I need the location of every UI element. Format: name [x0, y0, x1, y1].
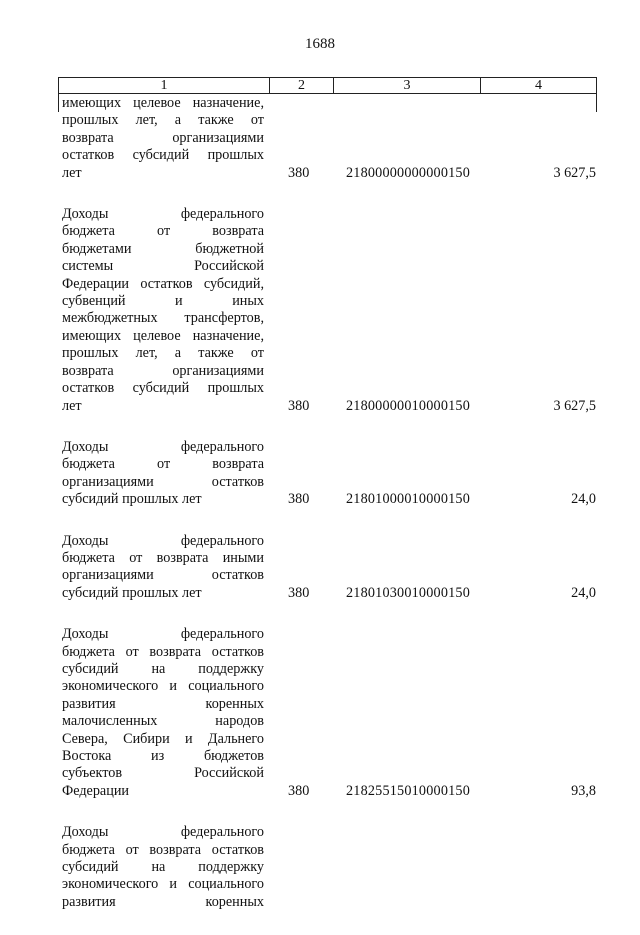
description-line: прошлых лет, а также от [62, 112, 264, 129]
row-kbk-code: 21825515010000150 [346, 782, 470, 799]
row-kbk-code: 21800000010000150 [346, 397, 470, 414]
description-line: бюджета от возврата [62, 223, 264, 240]
description-line: Федерации [62, 782, 130, 799]
table-row [62, 439, 598, 509]
description-line: бюджета от возврата остатков [62, 841, 264, 858]
description-line: Доходы федерального [62, 626, 264, 643]
row-description [62, 824, 264, 911]
header-col-3: 3 [334, 78, 481, 93]
header-col-1: 1 [59, 78, 270, 93]
description-line: имеющих целевое назначение, [62, 327, 264, 344]
row-description [62, 439, 264, 509]
description-line: развития коренных [62, 695, 264, 712]
row-description [62, 533, 264, 603]
description-line: Доходы федерального [62, 532, 264, 549]
table-row [62, 626, 598, 800]
table-row [62, 206, 598, 415]
description-line: экономического и социального [62, 678, 264, 695]
description-line: межбюджетных трансфертов, [62, 310, 264, 327]
row-amount: 3 627,5 [553, 164, 596, 181]
description-line: Доходы федерального [62, 206, 264, 223]
description-line: бюджета от возврата остатков [62, 643, 264, 660]
row-code: 380 [288, 164, 310, 181]
row-kbk-code: 21800000000000150 [346, 164, 470, 181]
page-number: 1688 [305, 36, 335, 52]
description-line: субсидий на поддержку [62, 660, 264, 677]
description-line: возврата организациями [62, 129, 264, 146]
description-line: организациями остатков [62, 567, 264, 584]
description-line: остатков субсидий прошлых [62, 147, 264, 164]
description-line: бюджета от возврата иными [62, 549, 264, 566]
description-line: системы Российской [62, 258, 264, 275]
row-description [62, 626, 264, 800]
row-code: 380 [288, 491, 310, 508]
description-line: возврата организациями [62, 362, 264, 379]
table-row [62, 824, 598, 911]
row-amount: 93,8 [571, 782, 596, 799]
description-line: субсидий прошлых лет [62, 584, 202, 601]
description-line: Востока из бюджетов [62, 748, 264, 764]
table-row [62, 95, 598, 182]
row-amount: 24,0 [571, 491, 596, 508]
description-line: субвенций и иных [62, 293, 264, 310]
description-line: остатков субсидий прошлых [62, 380, 264, 397]
description-line: субсидий прошлых лет [62, 491, 202, 508]
row-description [62, 206, 264, 415]
description-line: организациями остатков [62, 473, 264, 490]
description-line: субъектов Российской [62, 765, 264, 782]
row-code: 380 [288, 584, 310, 601]
row-code: 380 [288, 397, 310, 414]
description-line: лет [62, 164, 82, 181]
row-amount: 24,0 [571, 584, 596, 601]
description-line: бюджета от возврата [62, 456, 264, 473]
row-code: 380 [288, 782, 310, 799]
description-line: прошлых лет, а также от [62, 345, 264, 362]
description-line: Доходы федерального [62, 824, 264, 841]
description-line: Севера, Сибири и Дальнего [62, 730, 264, 747]
description-line: бюджетами бюджетной [62, 240, 264, 257]
description-line: экономического и социального [62, 876, 264, 893]
row-kbk-code: 21801000010000150 [346, 491, 470, 508]
description-line: имеющих целевое назначение, [62, 95, 264, 111]
table-header [58, 77, 597, 94]
header-col-2: 2 [270, 78, 334, 93]
row-description [62, 95, 264, 182]
description-line: Доходы федерального [62, 438, 264, 455]
table-left-border [58, 94, 59, 112]
header-col-4: 4 [535, 78, 542, 93]
description-line: малочисленных народов [62, 713, 264, 730]
row-amount: 3 627,5 [553, 397, 596, 414]
description-line: развития коренных [62, 893, 264, 910]
table-body [62, 95, 598, 935]
description-line: субсидий на поддержку [62, 859, 264, 876]
table-row [62, 533, 598, 603]
row-kbk-code: 21801030010000150 [346, 584, 470, 601]
description-line: Федерации остатков субсидий, [62, 275, 264, 292]
description-line: лет [62, 397, 82, 414]
